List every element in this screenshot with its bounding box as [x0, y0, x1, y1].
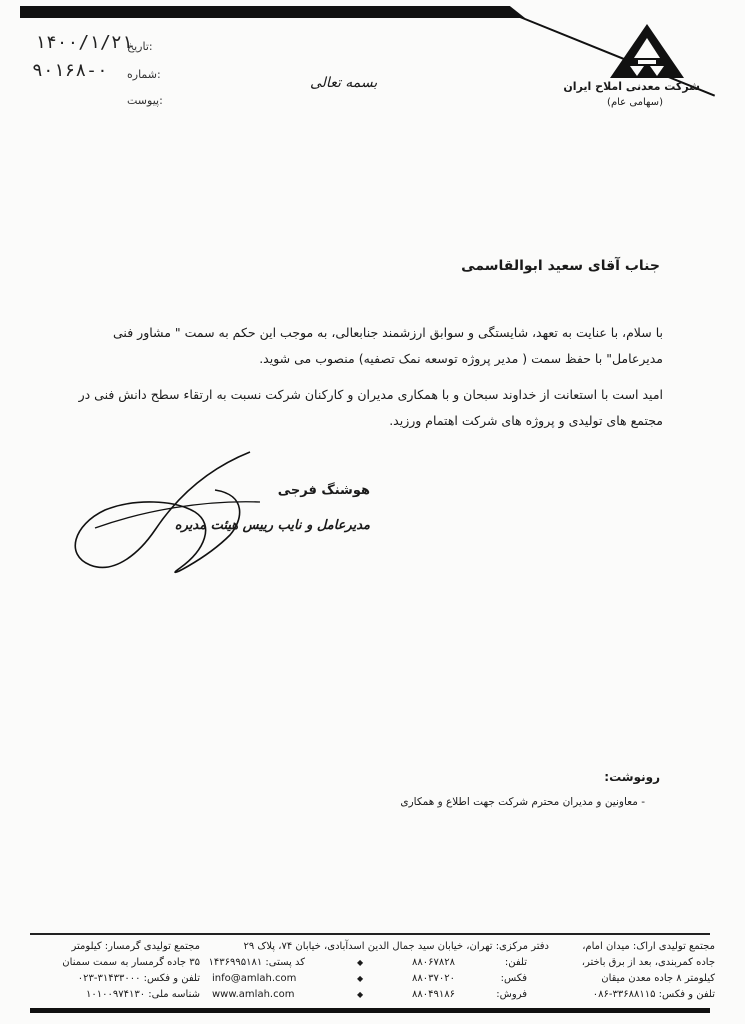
attachment-label: پیوست:	[127, 94, 163, 107]
footer-postal-code: کد پستی: ۱۴۳۶۹۹۵۱۸۱	[208, 957, 305, 968]
paragraph-1: با سلام، با عنایت به تعهد، شایستگی و سوابق ارزشمند جنابعالی، به موجب این حکم به سمت " مشاور فنی مدیرعامل" با حفظ سمت ( مدیر پروژه توسعه نمک تصفیه) منصوب می شوید.	[113, 325, 663, 366]
footer-phone-label: تلفن:	[504, 957, 527, 968]
footer-sales-value: ۸۸۰۴۹۱۸۶	[412, 989, 455, 1000]
date-value: ۱۴۰۰/۱/۲۱	[35, 32, 133, 53]
footer-top-rule	[30, 933, 710, 935]
footer-arak: مجتمع تولیدی اراک: میدان امام، جاده کمربندی، بعد از برق باختر، کیلومتر ۸ جاده معدن میقان تلفن و فکس: ۳۳۶۸۸۱۱۵-۰۸۶	[581, 941, 715, 1000]
addressee: جناب آقای سعید ابوالقاسمی	[461, 258, 660, 274]
signer-name: هوشنگ فرجی	[277, 483, 370, 498]
number-label: شماره:	[127, 68, 161, 81]
company-type: (سهامی عام)	[607, 97, 663, 108]
cc-title: رونوشت:	[604, 770, 660, 784]
footer-bottom-bar	[30, 1008, 710, 1013]
footer-sales-label: فروش:	[496, 989, 527, 1000]
handwritten-signature	[55, 440, 265, 590]
number-value: ۹۰۱۶۸-۰	[32, 60, 108, 81]
paragraph-2: امید است با استعانت از خداوند سبحان و با همکاری مدیران و کارکنان شرکت نسبت به ارتقاء سطح دانش فنی در مجتمع های تولیدی و پروژه های شرکت اهتمام ورزید.	[78, 387, 663, 428]
cc-item: - معاونین و مدیران محترم شرکت جهت اطلاع و همکاری	[400, 796, 645, 808]
footer-email[interactable]: info@amlah.com	[212, 973, 297, 984]
footer-phone-value: ۸۸۰۶۷۸۲۸	[412, 957, 455, 968]
header-top-bar	[20, 6, 525, 18]
footer-fax-value: ۸۸۰۳۷۰۲۰	[412, 973, 455, 984]
date-label: تاریخ:	[127, 40, 153, 53]
company-name: شرکت معدنی املاح ایران	[563, 80, 700, 93]
footer-garmsar: مجتمع تولیدی گرمسار: کیلومتر ۳۵ جاده گرمسار به سمت سمنان تلفن و فکس: ۳۱۴۳۳۰۰۰-۰۲۳ شناسه ملی: ۱۰۱۰۰۹۷۴۱۳۰	[62, 941, 200, 1000]
signer-title: مدیرعامل و نایب رییس هیئت مدیره	[174, 518, 370, 533]
footer-bullet: ◆	[357, 974, 364, 983]
bismillah: بسمه تعالی	[310, 75, 378, 91]
footer-bullet: ◆	[357, 990, 364, 999]
footer-fax-label: فکس:	[500, 973, 527, 984]
company-logo-icon	[608, 22, 686, 80]
footer-website[interactable]: www.amlah.com	[212, 989, 295, 1000]
footer-bullet: ◆	[357, 958, 364, 967]
footer-office-address: دفتر مرکزی: تهران، خیابان سید جمال الدین اسدآبادی، خیابان ۷۴، پلاک ۲۹	[243, 941, 549, 952]
